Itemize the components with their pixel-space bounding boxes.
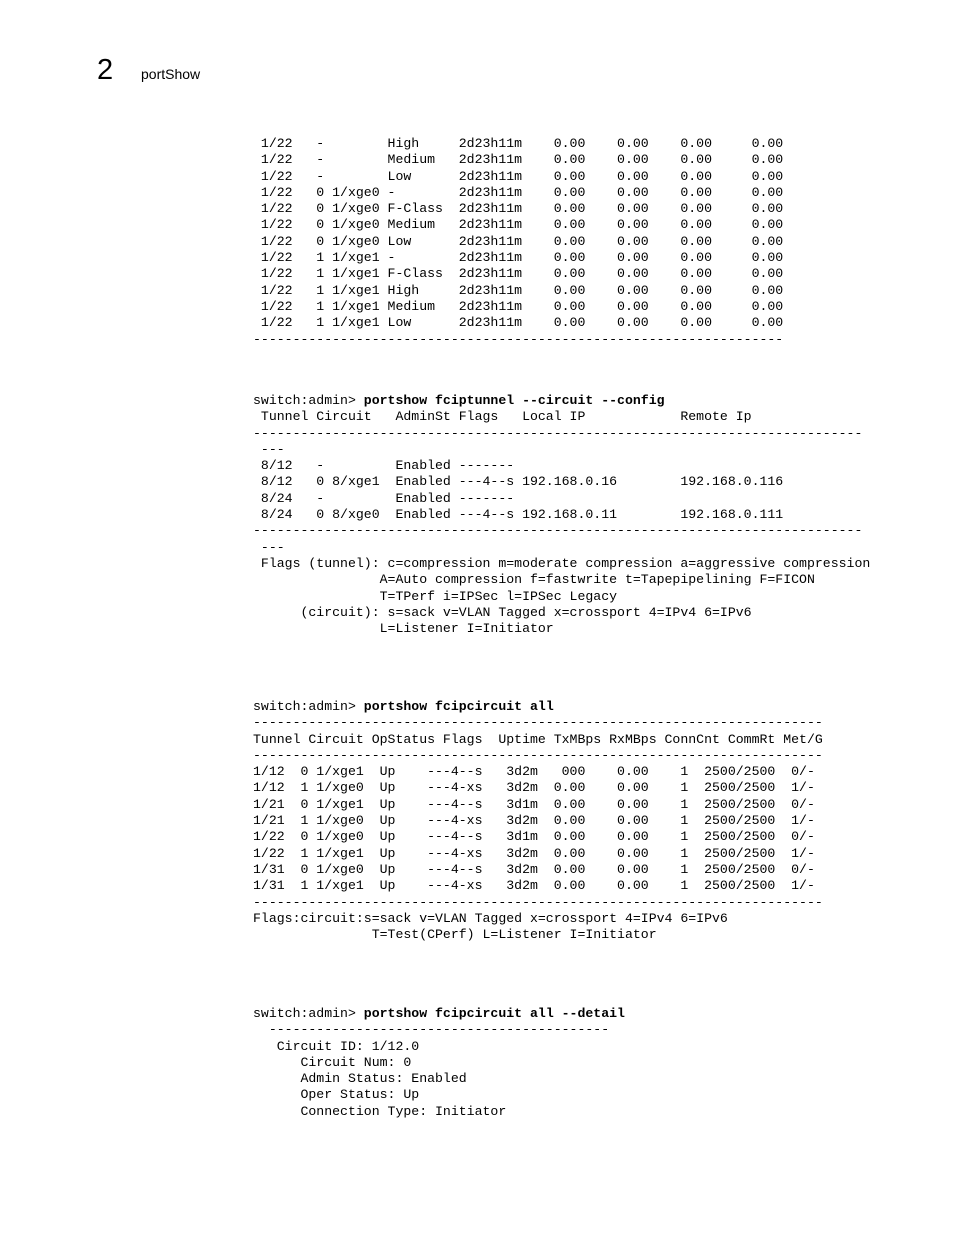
table-row: 1/22 1 1/xge1 Up ---4-xs 3d2m 0.00 0.00 1 2500/2500 1/- — [253, 845, 815, 861]
command-text: portshow fciptunnel --circuit --config — [363, 393, 665, 408]
output-line: 1/22 0 1/xge0 F-Class 2d23h11m 0.00 0.00 0.00 0.00 — [253, 201, 784, 217]
flags-legend: Flags:circuit:s=sack v=VLAN Tagged x=crossport 4=IPv4 6=IPv6 — [253, 910, 728, 926]
fciptunnel-config-example — [253, 393, 870, 637]
separator-line: ----------------------------------------------------------------------------- — [253, 425, 863, 441]
table-row: 8/12 - Enabled ------- — [253, 458, 515, 474]
output-line: 1/22 0 1/xge0 - 2d23h11m 0.00 0.00 0.00 0.00 — [253, 184, 784, 200]
chapter-title: portShow — [141, 66, 201, 82]
detail-line: Circuit ID: 1/12.0 — [253, 1038, 420, 1054]
detail-line: Oper Status: Up — [253, 1087, 420, 1103]
flags-legend: A=Auto compression f=fastwrite t=Tapepipelining F=FICON — [253, 572, 815, 588]
flags-legend: T=Test(CPerf) L=Listener I=Initiator — [253, 927, 657, 943]
output-line: 1/22 1 1/xge1 Medium 2d23h11m 0.00 0.00 0.00 0.00 — [253, 298, 784, 314]
table-row: 1/21 1 1/xge0 Up ---4-xs 3d2m 0.00 0.00 1 2500/2500 1/- — [253, 813, 815, 829]
output-line: 1/22 - Medium 2d23h11m 0.00 0.00 0.00 0.00 — [253, 152, 784, 168]
output-line: 1/22 0 1/xge0 Low 2d23h11m 0.00 0.00 0.00 0.00 — [253, 233, 784, 249]
separator-line: ----------------------------------------------------------------------------- — [253, 523, 863, 539]
table-row: 1/31 1 1/xge1 Up ---4-xs 3d2m 0.00 0.00 1 2500/2500 1/- — [253, 878, 815, 894]
separator-line: ------------------------------------------- — [253, 1022, 610, 1038]
command-prompt: switch:admin> — [253, 393, 364, 408]
separator-line: ------------------------------------------------------------------- — [253, 331, 784, 347]
command-text: portshow fcipcircuit all — [363, 699, 554, 714]
output-line: 1/22 - Low 2d23h11m 0.00 0.00 0.00 0.00 — [253, 168, 784, 184]
table-header: Tunnel Circuit OpStatus Flags Uptime TxMBps RxMBps ConnCnt CommRt Met/G — [253, 731, 823, 747]
table-row: 1/22 0 1/xge0 Up ---4--s 3d1m 0.00 0.00 1 2500/2500 0/- — [253, 829, 815, 845]
table-row: 8/24 0 8/xge0 Enabled ---4--s 192.168.0.11 192.168.0.111 — [253, 507, 784, 523]
flags-legend: (circuit): s=sack v=VLAN Tagged x=crossport 4=IPv4 6=IPv6 — [253, 604, 752, 620]
output-line: 1/22 1 1/xge1 F-Class 2d23h11m 0.00 0.00 0.00 0.00 — [253, 266, 784, 282]
table-row: 1/12 0 1/xge1 Up ---4--s 3d2m 000 0.00 1 2500/2500 0/- — [253, 764, 815, 780]
table-header: Tunnel Circuit AdminSt Flags Local IP Remote Ip — [253, 409, 752, 425]
command-prompt: switch:admin> — [253, 1006, 364, 1021]
table-row: 1/31 0 1/xge0 Up ---4--s 3d2m 0.00 0.00 1 2500/2500 0/- — [253, 861, 815, 877]
command-prompt: switch:admin> — [253, 699, 364, 714]
table-row: 1/12 1 1/xge0 Up ---4-xs 3d2m 0.00 0.00 1 2500/2500 1/- — [253, 780, 815, 796]
command-text: portshow fcipcircuit all --detail — [363, 1006, 625, 1021]
output-line: 1/22 1 1/xge1 High 2d23h11m 0.00 0.00 0.00 0.00 — [253, 282, 784, 298]
output-line: 1/22 1 1/xge1 Low 2d23h11m 0.00 0.00 0.00 0.00 — [253, 315, 784, 331]
flags-legend: Flags (tunnel): c=compression m=moderate compression a=aggressive compression — [253, 555, 871, 571]
separator-line: ------------------------------------------------------------------------ — [253, 715, 823, 731]
fcipcircuit-all-example — [253, 699, 823, 943]
output-line: 1/22 1 1/xge1 - 2d23h11m 0.00 0.00 0.00 0.00 — [253, 250, 784, 266]
table-row: 1/21 0 1/xge1 Up ---4--s 3d1m 0.00 0.00 1 2500/2500 0/- — [253, 796, 815, 812]
separator-line: --- — [253, 441, 285, 457]
detail-line: Admin Status: Enabled — [253, 1071, 467, 1087]
detail-line: Connection Type: Initiator — [253, 1103, 507, 1119]
detail-line: Circuit Num: 0 — [253, 1054, 412, 1070]
fcipcircuit-detail-example — [253, 1006, 625, 1120]
table-row: 8/24 - Enabled ------- — [253, 490, 515, 506]
output-line: 1/22 0 1/xge0 Medium 2d23h11m 0.00 0.00 0.00 0.00 — [253, 217, 784, 233]
qos-table-output — [253, 136, 783, 348]
flags-legend: L=Listener I=Initiator — [253, 621, 554, 637]
separator-line: ------------------------------------------------------------------------ — [253, 894, 823, 910]
flags-legend: T=TPerf i=IPSec l=IPSec Legacy — [253, 588, 618, 604]
separator-line: ------------------------------------------------------------------------ — [253, 747, 823, 763]
table-row: 8/12 0 8/xge1 Enabled ---4--s 192.168.0.16 192.168.0.116 — [253, 474, 784, 490]
separator-line: --- — [253, 539, 285, 555]
chapter-number: 2 — [97, 54, 114, 86]
output-line: 1/22 - High 2d23h11m 0.00 0.00 0.00 0.00 — [253, 136, 784, 151]
